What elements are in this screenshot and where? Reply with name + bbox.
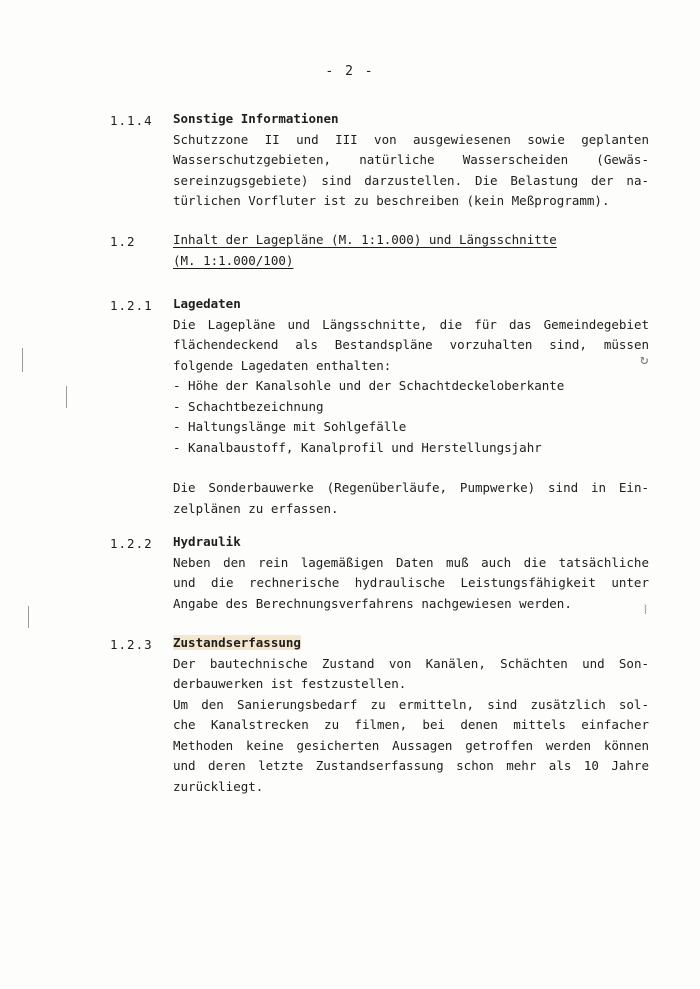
punch-hole-mark — [28, 606, 29, 628]
section-number: 1.1.4 — [110, 113, 153, 128]
text-line: flächendeckend als Bestandspläne vorzuhalten sind, müssen — [173, 337, 649, 352]
text-line: Wasserschutzgebieten, natürliche Wasserscheiden (Gewäs- — [173, 152, 649, 167]
section-title: Lagedaten — [173, 296, 241, 311]
punch-hole-mark — [22, 348, 23, 372]
section-number: 1.2 — [110, 234, 136, 249]
text-line: türlichen Vorfluter ist zu beschreiben (kein Meßprogramm). — [173, 193, 610, 208]
text-line: che Kanalstrecken zu filmen, bei denen mittels einfacher — [173, 717, 649, 732]
text-line: Schutzzone II und III von ausgewiesenen sowie geplanten — [173, 131, 649, 147]
text-line: Die Lagepläne und Längsschnitte, die für das Gemeindegebiet — [173, 316, 649, 332]
text-line: Angabe des Berechnungsverfahrens nachgewiesen werden. — [173, 595, 572, 611]
text-line: Die Sonderbauwerke (Regenüberläufe, Pumpwerke) sind in Ein- — [173, 480, 649, 495]
text-line: Neben den rein lagemäßigen Daten muß auch die tatsächliche — [173, 554, 649, 570]
text-line: zelplänen zu erfassen. — [173, 500, 339, 516]
scan-mark-icon: ↻ — [640, 352, 649, 368]
text-line: zurückliegt. — [173, 778, 264, 794]
list-item: - Kanalbaustoff, Kanalprofil und Herstellungsjahr — [173, 439, 542, 455]
text-line: Der bautechnische Zustand von Kanälen, Schächten und Son- — [173, 655, 649, 671]
scan-mark-icon: ⧘ — [644, 602, 647, 618]
punch-hole-mark — [66, 386, 67, 408]
text-line: folgende Lagedaten enthalten: — [173, 357, 392, 373]
text-line: sereinzugsgebiete) sind darzustellen. Die Belastung der na- — [173, 172, 649, 188]
section-number: 1.2.2 — [110, 536, 153, 551]
text-line: Um den Sanierungsbedarf zu ermitteln, sind zusätzlich sol- — [173, 696, 649, 712]
section-number: 1.2.1 — [110, 298, 153, 313]
page-number: - 2 - — [325, 64, 375, 79]
section-title: Zustandserfassung — [173, 635, 301, 650]
section-title: Hydraulik — [173, 534, 241, 549]
text-line: und die rechnerische hydraulische Leistungsfähigkeit unter — [173, 575, 649, 590]
section-title: Sonstige Informationen — [173, 111, 339, 126]
list-item: - Haltungslänge mit Sohlgefälle — [173, 419, 407, 434]
text-line: und deren letzte Zustandserfassung schon mehr als 10 Jahre — [173, 758, 649, 773]
section-number: 1.2.3 — [110, 637, 153, 652]
list-item: - Schachtbezeichnung — [173, 398, 324, 414]
text-line: derbauwerken ist festzustellen. — [173, 676, 407, 691]
section-title-line: (M. 1:1.000/100) — [173, 252, 294, 268]
section-title-line: Inhalt der Lagepläne (M. 1:1.000) und Längsschnitte — [173, 232, 557, 247]
list-item: - Höhe der Kanalsohle und der Schachtdeckeloberkante — [173, 378, 565, 393]
text-line: Methoden keine gesicherten Aussagen getroffen werden können — [173, 737, 649, 753]
